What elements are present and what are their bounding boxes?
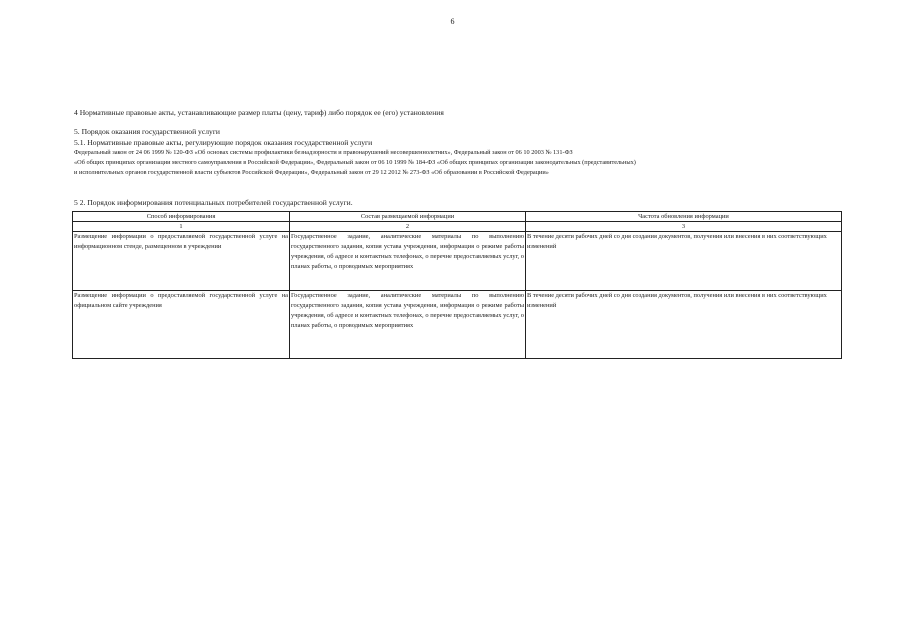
method-cell: Размещение информации о предоставляемой государственной услуге на официальном сайте учреждения: [73, 291, 290, 359]
legal-acts-line: Федеральный закон от 24 06 1999 № 120-ФЗ «Об основах системы профилактики безнадзорности и правонарушений несовершеннолетних», Федеральный закон от 06 10 2003 № 131-ФЗ: [74, 149, 573, 156]
section-5-2-title: 5 2. Порядок информирования потенциальных потребителей государственной услуги.: [74, 198, 353, 207]
column-number: 3: [526, 222, 842, 232]
column-number: 2: [290, 222, 526, 232]
content-cell: Государственное задание, аналитические материалы по выполнению государственного задания, копия устава учреждения, информация о режиме работы учреждения, об адресе и контактных телефонах, о перечне предоставляемых услуг, о планах работы, о проводимых мероприятиях: [290, 291, 526, 359]
legal-acts-line: и исполнительных органов государственной власти субъектов Российской Федерации», Федеральный закон от 29 12 2012 № 273-ФЗ «Об образовании в Российской Федерации»: [74, 169, 549, 176]
section-5-1-title: 5.1. Нормативные правовые акты, регулирующие порядок оказания государственной услуги: [74, 138, 373, 147]
method-cell: Размещение информации о предоставляемой государственной услуге на информационном стенде, размещенном в учреждении: [73, 232, 290, 291]
legal-acts-line: «Об общих принципах организации местного самоуправления в Российской Федерации», Федеральный закон от 06 10 1999 № 184-ФЗ «Об общих принципах организации законодательных (представительных): [74, 159, 636, 166]
table-header-row: [73, 212, 842, 222]
column-number: 1: [73, 222, 290, 232]
header-frequency: Частота обновления информации: [526, 212, 842, 222]
section-5-title: 5. Порядок оказания государственной услуги: [74, 127, 220, 136]
frequency-cell: В течение десяти рабочих дней со дня создания документов, получения или внесения в них соответствующих изменений: [526, 232, 842, 291]
frequency-cell: В течение десяти рабочих дней со дня создания документов, получения или внесения в них соответствующих изменений: [526, 291, 842, 359]
information-table: [72, 211, 842, 359]
page-number: 6: [450, 17, 455, 26]
content-cell: Государственное задание, аналитические материалы по выполнению государственного задания, копия устава учреждения, информация о режиме работы учреждения, об адресе и контактных телефонах, о перечне предоставляемых услуг, о планах работы, о проводимых мероприятиях: [290, 232, 526, 291]
table-row: [73, 232, 842, 291]
table-row: [73, 291, 842, 359]
table-number-row: [73, 222, 842, 232]
section-4-title: 4 Нормативные правовые акты, устанавливающие размер платы (цену, тариф) либо порядок ее (его) установления: [74, 108, 444, 117]
header-content: Состав размещаемой информации: [290, 212, 526, 222]
header-method: Способ информирования: [73, 212, 290, 222]
